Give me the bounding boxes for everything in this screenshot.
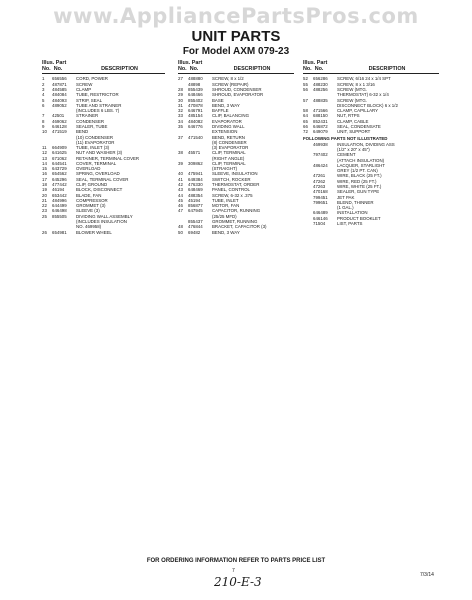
part-description: SCREW (REPAIR) (212, 81, 249, 87)
part-description: PANEL, CONTROL (212, 187, 250, 193)
part-description: (STRAIGHT) (212, 166, 238, 172)
part-number: 476330 (188, 182, 203, 188)
part-description: TUBE, INLET (212, 197, 239, 203)
part-number: 471519 (52, 129, 67, 135)
illus-number: 66 (303, 123, 308, 129)
part-number: 488256 (313, 86, 328, 92)
part-number: 654562 (52, 171, 67, 177)
part-number: 42501 (52, 113, 65, 119)
part-number: 646776 (188, 123, 203, 129)
illus-number: 4 (42, 92, 45, 98)
part-number: 485154 (188, 113, 203, 119)
illus-number: 41 (178, 176, 183, 182)
part-description: WIRE, WHITE (25 FT.) (337, 184, 382, 190)
part-number: 47262 (313, 178, 326, 184)
illus-number: 56 (303, 86, 308, 92)
part-description: BEND (76, 129, 89, 135)
part-description: COMPRESSOR (76, 197, 108, 203)
part-description: BLEND, THINNER (337, 199, 374, 205)
part-description: COVER, TERMINAL (76, 160, 117, 166)
part-number: 648469 (188, 187, 203, 193)
header-no-2: No. (53, 66, 63, 73)
part-description: SWITCH, ROCKER (212, 176, 251, 182)
illus-number: 12 (42, 150, 47, 156)
part-description: BAFFLE (212, 108, 229, 114)
part-description: LIST, PARTS (337, 221, 363, 226)
part-number: 47261 (313, 173, 326, 179)
part-description: (25/25 MFD) (212, 213, 237, 219)
header-description: DESCRIPTION (368, 66, 406, 73)
illus-number: 43 (178, 187, 183, 193)
part-number: 656286 (313, 76, 328, 82)
part-number: 45571 (188, 150, 201, 156)
illus-number: 50 (178, 229, 183, 235)
header-rule (42, 73, 165, 74)
part-number: 653442 (52, 192, 67, 198)
part-description: RETAINER, TERMINAL COVER (76, 155, 140, 161)
illus-number: 44 (178, 192, 183, 198)
parts-list (42, 76, 165, 234)
illus-number: 52 (303, 76, 308, 82)
part-number: 484084 (52, 92, 67, 98)
parts-column-2 (178, 60, 294, 235)
illus-number: 29 (178, 92, 183, 98)
part-description: SPRING, OVERLOAD (76, 171, 120, 177)
header-no-2: No. (314, 66, 324, 73)
illus-number: 28 (178, 86, 183, 92)
part-description: BASE (212, 97, 224, 103)
part-description: NUT, RTPS (337, 113, 360, 119)
part-description: SEAL, CONDENSATE (337, 123, 381, 129)
part-description: (11) EVAPORATOR (76, 139, 115, 145)
part-description: CONDENSER (76, 118, 105, 124)
part-number: 476844 (188, 224, 203, 230)
illus-number: 26 (42, 229, 47, 235)
illus-number: 37 (178, 134, 183, 140)
part-number: 488835 (313, 97, 328, 103)
part-number: 855439 (188, 86, 203, 92)
part-description: BEND, 3 WAY (212, 102, 240, 108)
part-description: MOTOR, FAN (212, 203, 240, 209)
watermark: www.AppliancePartsPros.com (53, 4, 419, 28)
illus-number: 58 (303, 108, 308, 114)
part-description: CLIP, GROUND (76, 182, 108, 188)
part-number: 47263 (313, 184, 326, 190)
illus-number: 8 (42, 118, 45, 124)
illus-number: 55 (303, 81, 308, 87)
part-description: (1 GAL.) (337, 205, 354, 211)
part-description: TUBE AND STRAINER (76, 102, 122, 108)
illus-number: 32 (178, 108, 183, 114)
part-number: 488354 (188, 192, 203, 198)
part-number: 855505 (52, 213, 67, 219)
header-description: DESCRIPTION (101, 66, 138, 73)
illus-number: 47 (178, 208, 183, 214)
part-number: 71504 (313, 221, 326, 226)
part-number: 855437 (188, 219, 203, 224)
part-description: GREY (1/2 PT. CAN) (337, 168, 378, 174)
document-code: 7/3/14 (420, 572, 434, 578)
part-description: SEALER, GUN TYPE (337, 189, 380, 195)
part-number: 856877 (188, 203, 203, 209)
part-description: (1/2" x 20" x 45") (337, 147, 370, 153)
part-number: 471566 (313, 108, 328, 114)
illus-number: 72 (303, 129, 308, 135)
part-description: TUBE, RESTRICTOR (76, 92, 119, 98)
part-number: 649384 (188, 176, 203, 182)
header-no: No. (303, 66, 312, 73)
illus-number: 5 (42, 97, 45, 103)
part-description: SCREW (MTG. (337, 86, 367, 92)
illus-number: 39 (178, 160, 183, 166)
part-description: (3) EVAPORATOR (212, 145, 249, 151)
part-description: (ATTACH INSULATION) (337, 157, 385, 163)
part-number: 488880 (188, 76, 203, 82)
part-number: 486424 (313, 162, 328, 168)
column-header (42, 60, 165, 72)
part-number: 654981 (52, 229, 67, 235)
column-header (178, 60, 294, 72)
header-illus-part: Illus. Part (303, 60, 328, 66)
illus-number: 18 (42, 182, 47, 188)
part-row (303, 221, 439, 226)
part-number: 45194 (188, 197, 201, 203)
illus-number: 57 (303, 97, 308, 103)
part-row (42, 230, 165, 235)
part-description: BEND, RETURN (212, 134, 245, 140)
part-number: 484093 (52, 97, 67, 103)
part-number: 48898 (188, 81, 201, 87)
part-description: BRACKET, CAPACITOR (3) (212, 224, 267, 230)
part-description: SEAL, TERMINAL COVER (76, 176, 129, 182)
illus-number: 45 (178, 197, 183, 203)
part-number: 646489 (313, 210, 328, 216)
illus-number: 19 (42, 187, 47, 193)
parts-list (303, 76, 439, 226)
part-description: (8) CONDENSER (212, 139, 247, 145)
part-description: SLEEVE (3) (76, 208, 100, 214)
part-number: 664909 (52, 145, 67, 151)
illus-number: 48 (178, 224, 183, 230)
part-description: GROMMET (3) (76, 203, 106, 209)
part-number: 647945 (188, 208, 203, 214)
part-description: SCREW, 8 x 1/2 (212, 76, 244, 82)
part-number: 646128 (52, 123, 67, 129)
column-header (303, 60, 439, 72)
part-description: NO. 469958) (76, 224, 102, 230)
part-number: 471540 (188, 134, 203, 140)
part-description: BLADE, FAN (76, 192, 102, 198)
part-description: CLAMP, CAPILLARY (337, 108, 379, 114)
part-number: 646498 (52, 208, 67, 214)
header-description: DESCRIPTION (233, 66, 271, 73)
part-description: CORD, POWER (76, 76, 108, 82)
part-description: DIVIDING WALL ASSEMBLY (76, 213, 133, 219)
ordering-note: FOR ORDERING INFORMATION REFER TO PARTS PRICE LIST (146, 558, 326, 564)
part-description: CLAMP (76, 86, 92, 92)
part-description: SLEEVE, INSULATION (212, 171, 258, 177)
part-number: 69482 (188, 229, 201, 235)
illus-number: 9 (42, 123, 45, 129)
illus-number: 14 (42, 160, 47, 166)
page-number: 7 (232, 568, 235, 574)
illus-number: 1 (42, 76, 45, 82)
illus-number: 27 (178, 76, 183, 82)
part-number: 489052 (52, 102, 67, 108)
part-description: PRODUCT BOOKLET (337, 215, 381, 221)
illus-number: 16 (42, 171, 47, 177)
parts-column-3 (303, 60, 439, 226)
parts-list (178, 76, 294, 234)
illus-number: 15 (42, 166, 47, 172)
part-description: SCREW, 6/16 24 x 1/4 SPT (337, 76, 391, 82)
part-description: SCREW, 8 x 1 3/16 (337, 81, 375, 87)
illus-number: 33 (178, 113, 183, 119)
part-description: WIRE, BLACK (25 FT.) (337, 173, 382, 179)
illus-number: 23 (42, 208, 47, 214)
part-description: CEMENT (337, 152, 356, 158)
header-no-2: No. (189, 66, 199, 73)
part-description: THERMOSTAT, ORDER (212, 182, 260, 188)
part-number: 656556 (52, 76, 67, 82)
part-number: 484996 (52, 197, 67, 203)
part-number: 799451 (313, 194, 328, 200)
illus-number: 21 (42, 197, 47, 203)
part-number: 46194 (52, 187, 65, 193)
part-number: 646146 (313, 215, 328, 221)
part-description: CLIP, BALANCING (212, 113, 250, 119)
part-row (178, 230, 294, 235)
header-rule (303, 73, 439, 74)
part-description: SHROUD, CONDENSER (212, 86, 262, 92)
part-number: 477442 (52, 182, 67, 188)
part-row (303, 129, 439, 134)
illus-number: 46 (178, 203, 183, 209)
illus-number: 35 (178, 123, 183, 129)
illus-number: 34 (178, 118, 183, 124)
part-number: 671062 (52, 155, 67, 161)
header-no: No. (42, 66, 51, 73)
part-number: 799651 (313, 199, 328, 205)
part-number: 641625 (52, 150, 67, 156)
part-description: THERMOSTAT) 6-32 x 1/4 (337, 92, 389, 98)
part-description: UNIT, SUPPORT (337, 129, 371, 135)
part-number: 855402 (188, 97, 203, 103)
part-description: CLIP, TERMINAL (212, 150, 246, 156)
part-description: BEND, 3 WAY (212, 229, 240, 235)
part-number: 644541 (52, 160, 67, 166)
illus-number: 40 (178, 171, 183, 177)
part-number: 646791 (188, 108, 203, 114)
section-heading: FOLLOWING PARTS NOT ILLUSTRATED (303, 135, 388, 141)
part-description: (RIGHT ANGLE) (212, 155, 245, 161)
part-description: SEALER, TUBE (76, 123, 108, 129)
illus-number: 31 (178, 102, 183, 108)
illus-number: 17 (42, 176, 47, 182)
illus-number: 20 (42, 192, 47, 198)
header-illus-part: Illus. Part (42, 60, 67, 66)
illus-number: 7 (42, 113, 45, 119)
illus-number: 22 (42, 203, 47, 209)
page-title: UNIT PARTS (191, 28, 281, 45)
part-number: 484082 (188, 118, 203, 124)
part-number: 484585 (52, 86, 67, 92)
part-description: OVERLOAD (76, 166, 101, 172)
part-description: GROMMET, RUNNING (212, 219, 258, 224)
part-description: STRIP, SEAL (76, 97, 103, 103)
illus-number: 38 (178, 150, 183, 156)
part-description: SCREW (76, 81, 93, 87)
part-number: 644499 (52, 203, 67, 209)
part-number: 469938 (313, 141, 328, 147)
part-description: SHROUD, EVAPORATOR (212, 92, 264, 98)
part-description: LACQUER, STARLIGHT (337, 162, 385, 168)
part-description: SCREW, 6-32 x .375 (212, 192, 253, 198)
part-number: 797402 (313, 152, 328, 158)
handwritten-note: 210-E-3 (214, 575, 262, 589)
part-description: CLAMP, CABLE (337, 118, 369, 124)
parts-column-1 (42, 60, 165, 235)
part-description: STRAINER (76, 113, 99, 119)
part-description: INSULATION, DIVIDING ASS (337, 141, 395, 147)
part-description: TUBE, INLET (3) (76, 145, 110, 151)
part-description: NUT AND WASHER (3) (76, 150, 123, 156)
illus-number: 64 (303, 113, 308, 119)
part-number: 646872 (313, 123, 328, 129)
illus-number: 3 (42, 86, 45, 92)
part-description: EVAPORATOR (212, 118, 242, 124)
part-description: (INCLUDES 6 LBS. 7) (76, 108, 120, 114)
header-no: No. (178, 66, 187, 73)
part-description: DISCONNECT BLOCK) 6 x 1/2 (337, 102, 398, 108)
part-description: EXTENSION (212, 129, 238, 135)
part-description: (10) CONDENSER (76, 134, 114, 140)
part-description: BLOWER WHEEL (76, 229, 112, 235)
part-description: WIRE, RED (25 FT.) (337, 178, 377, 184)
part-number: 469062 (52, 118, 67, 124)
illus-number: 30 (178, 97, 183, 103)
part-description: CLIP, TERMINAL (212, 160, 246, 166)
illus-number: 25 (42, 213, 47, 219)
part-number: 470168 (313, 189, 328, 195)
part-description: (INCLUDES INSULATION (76, 219, 127, 224)
part-number: 648466 (188, 92, 203, 98)
part-number: 649079 (313, 129, 328, 135)
part-description: SCREW (MTG. (337, 97, 367, 103)
part-description: CAPACITOR, RUNNING (212, 208, 261, 214)
part-number: 488230 (313, 81, 328, 87)
illus-number: 2 (42, 81, 45, 87)
part-number: 309862 (188, 160, 203, 166)
header-illus-part: Illus. Part (178, 60, 203, 66)
illus-number: 10 (42, 129, 47, 135)
illus-number: 11 (42, 145, 47, 151)
part-number: 475941 (188, 171, 203, 177)
illus-number: 65 (303, 118, 308, 124)
part-number: 470878 (188, 102, 203, 108)
part-description: BLOCK, DISCONNECT (76, 187, 123, 193)
page-subtitle: For Model AXM 079-23 (182, 46, 290, 57)
header-rule (178, 73, 294, 74)
illus-number: 6 (42, 102, 45, 108)
part-number: 645296 (52, 176, 67, 182)
illus-number (303, 221, 313, 226)
illus-number: 13 (42, 155, 47, 161)
illus-number: 42 (178, 182, 183, 188)
part-number: 487871 (52, 81, 67, 87)
part-number: 643729 (52, 166, 67, 172)
part-description: JET PAK (337, 194, 355, 200)
part-number: 852431 (313, 118, 328, 124)
part-description: INSTALLATION (337, 210, 368, 216)
part-number: 688150 (313, 113, 328, 119)
part-description: DIVIDING WALL (212, 123, 245, 129)
